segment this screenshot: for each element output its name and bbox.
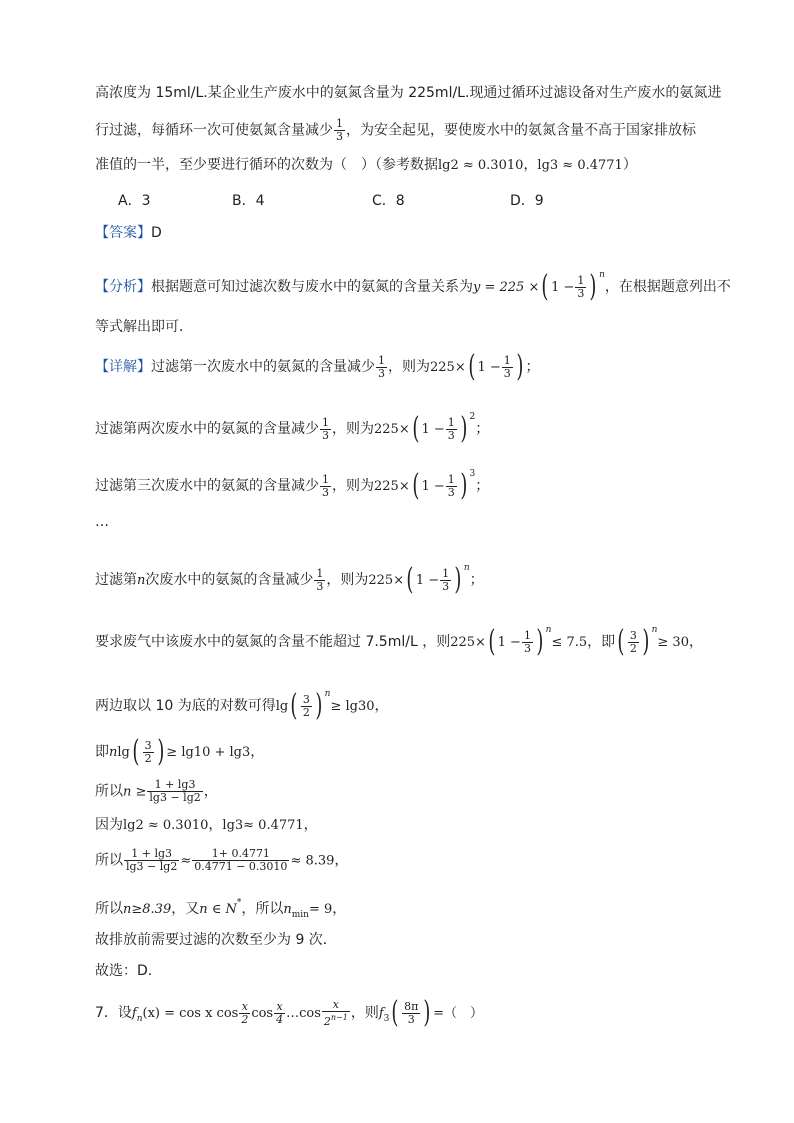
problem6-line3: 准值的一半，至少要进行循环的次数为（ ）（参考数据lg2 ≈ 0.3010，lg3 ≈ 0.4771） bbox=[95, 157, 637, 173]
answer-value: D bbox=[151, 225, 162, 241]
problem6-line2: 行过滤，每循环一次可使氨氮含量减少 $\frac{1}{3}$ ，为安全起见，要使废水中的氨氮含量不高于国家排放标 bbox=[95, 117, 696, 143]
answer-tag: 【答案】 bbox=[95, 225, 151, 241]
detail-step1: 【详解】过滤第一次废水中的氨氮的含量减少 $\frac{1}{3}$ ，则为225×( 1 − $\frac{1}{3}$ ) ； bbox=[95, 349, 540, 384]
because-line: 因为lg2 ≈ 0.3010，lg3≈ 0.4771， bbox=[95, 817, 318, 833]
conclusion: 故排放前需要过滤的次数至少为 9 次． bbox=[95, 932, 337, 948]
option-b: B．4 bbox=[232, 193, 265, 209]
detail-tag: 【详解】 bbox=[95, 359, 151, 375]
answer-line bbox=[95, 223, 162, 243]
analysis-line2: 等式解出即可． bbox=[95, 319, 193, 335]
fraction-one-third: $\frac{1}{3}$ bbox=[336, 117, 343, 143]
so-line2: 所以 $\frac{1 + \lg 3}{\lg 3 - \lg 2}$ ≈ $\frac{1+ 0.4771}{0.4771 - 0.3010}$ ≈ 8.39， bbox=[95, 847, 349, 873]
analysis-tag: 【分析】 bbox=[95, 279, 151, 295]
requirement-line: 要求废气中该废水中的氨氮的含量不能超过 7.5ml/L ，则225×( 1 − $\frac{1}{3}$ ) $^n$≤ 7.5，即( $\frac{3}{2}$ ) $^n$≥ 30， bbox=[95, 624, 703, 659]
log-line: 两边取以 10 为底的对数可得lg( $\frac{3}{2}$ ) $^n$≥ lg30， bbox=[95, 688, 389, 723]
option-c: C．8 bbox=[372, 193, 405, 209]
problem6-line1: 高浓度为 15ml/L.某企业生产废水中的氨氮含量为 225ml/L.现通过循环过滤设备对生产废水的氨氮进 bbox=[95, 85, 722, 101]
nlg-line: 即nlg( $\frac{3}{2}$ ) ≥ lg10 + lg3， bbox=[95, 734, 265, 769]
detail-step2: 过滤第两次废水中的氨氮的含量减少 $\frac{1}{3}$ ，则为225×( 1 − $\frac{1}{3}$ ) $^2$； bbox=[95, 411, 490, 446]
analysis-line1: 【分析】根据题意可知过滤次数与废水中的氨氮的含量关系为y = 225 ×( 1 − $\frac{1}{3}$ ) $^n$，在根据题意列出不 bbox=[95, 269, 731, 304]
so-line3: 所以n≥8.39，又n ∈ N*，所以$n_{min}= 9$， bbox=[95, 898, 347, 920]
option-d: D．9 bbox=[510, 193, 544, 209]
detail-step3: 过滤第三次废水中的氨氮的含量减少 $\frac{1}{3}$ ，则为225×( 1 − $\frac{1}{3}$ ) $^3$； bbox=[95, 468, 490, 503]
problem7-line: 7．设$f_n(x) = \cos x$ cos $\frac{x}{2}$ cos $\frac{x}{4}$ …cos $\frac{x}{2^{n-1}}$ ，则$f_3$( $\frac{8\pi}{3}$ ) =（ ） bbox=[95, 995, 483, 1030]
option-a: A．3 bbox=[118, 193, 151, 209]
choice: 故选：D． bbox=[95, 963, 162, 979]
detail-step-n: 过滤第n次废水中的氨氮的含量减少 $\frac{1}{3}$ ，则为225×( 1 − $\frac{1}{3}$ ) $^n$； bbox=[95, 562, 484, 597]
ellipsis: … bbox=[95, 514, 109, 530]
so-line1: 所以n ≥ $\frac{1 + \lg 3}{\lg 3 - \lg 2}$ ， bbox=[95, 778, 218, 804]
